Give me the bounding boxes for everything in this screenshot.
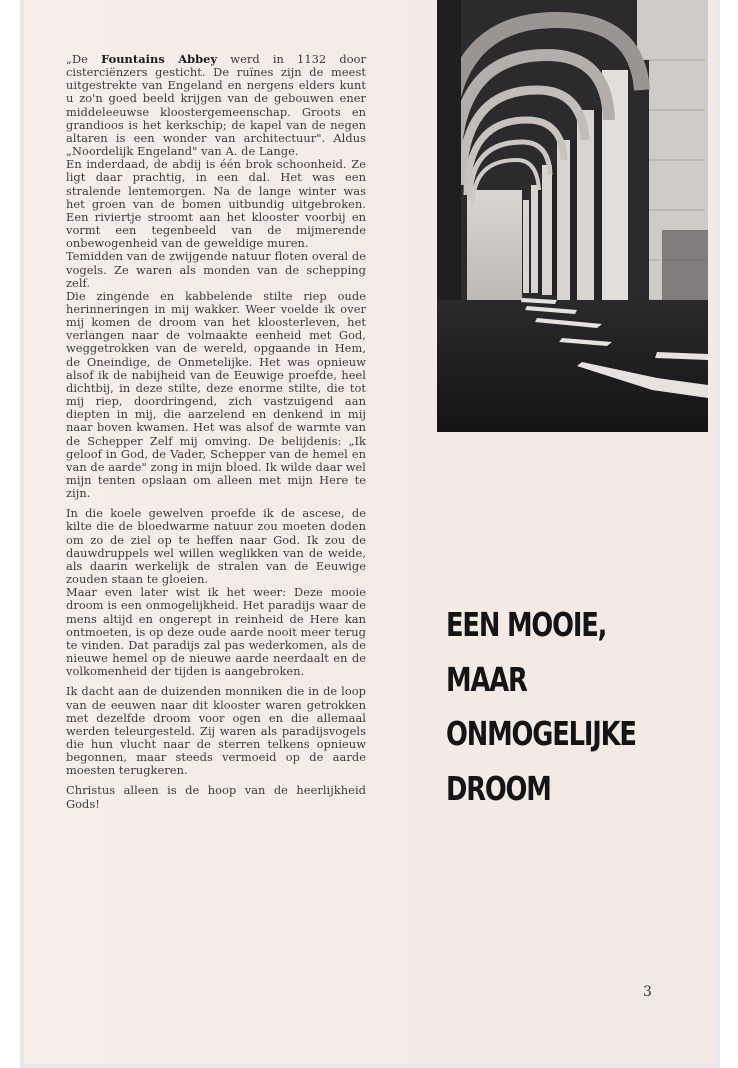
article-body [66,53,366,811]
article-intro [66,53,366,158]
article-paragraph: In die koele gewelven proefde ik de ascese, de kilte die de bloedwarme natuur zou moeten doden om zo de ziel op te heffen naar God. Ik zou de dauwdruppels wel willen weglikken van de weide, als daarin werkelijk de stralen van de Eeuwige zouden staan te gloeien. [66,506,366,587]
cloister-ground [437,300,708,432]
article-paragraph: En inderdaad, de abdij is één brok schoonheid. Ze ligt daar prachtig, in een dal. Het was een stralende lentemorgen. Na de lange winter was het groen van de bomen uitbundig uitgebroken. Een riviertje stroomt aan het klooster voorbij en vormt een tegenbeeld van de mijmerende onbewogenheid van de geweldige muren. [66,157,366,251]
article-paragraph: Ik dacht aan de duizenden monniken die in de loop van de eeuwen naar dit klooster waren getrokken met dezelfde droom voor ogen en die allemaal werden teleurgesteld. Zij waren als paradijsvogels die hun vlucht naar de sterren telkens opnieuw begonnen, maar steeds vermoeid op de aarde moesten terugkeren. [66,684,366,778]
intro-bold-name: Fountains Abbey [101,52,218,66]
intro-quote-open: „De [66,52,102,66]
article-paragraph: Maar even later wist ik het weer: Deze mooie droom is een onmogelijkheid. Het paradijs waar de mens altijd en ongerept in reinheid de Here kan ontmoeten, is op deze oude aarde nooit meer terug te vinden. Dat paradijs zal pas wederkomen, als de nieuwe hemel op de nieuwe aarde neerdaalt en de volkomenheid der tijden is aangebroken. [66,585,366,679]
headline [446,598,649,816]
arcade-illustration [437,0,708,432]
abbey-arcade-photo [437,0,708,432]
headline-line: MAAR [446,659,527,699]
far-opening [467,190,522,300]
article-closing-line: Christus alleen is de hoop van de heerlijkheid Gods! [66,783,366,811]
article-paragraph: Temidden van de zwijgende natuur floten overal de vogels. Ze waren als monden van de schepping zelf. [66,249,366,290]
headline-line: DROOM [446,768,551,808]
headline-line: ONMOGELIJKE [446,714,636,753]
intro-rest: werd in 1132 door cisterciënzers gesticht. De ruïnes zijn de meest uitgestrekte van Engeland en nergens elders kunt u zo'n goed beeld krijgen van de gebouwen ener middeleeuwse kloostergemeenschap. Groots en grandioos is het kerkschip; de kapel van de negen altaren is een wonder van architectuur". Aldus „Noordelijk Engeland" van A. de Lange. [66,52,366,159]
page-number: 3 [643,984,652,1000]
article-paragraph: Die zingende en kabbelende stilte riep oude herinneringen in mij wakker. Weer voelde ik over mij komen de droom van het kloosterleven, het verlangen naar de volmaakte eenheid met God, weggetrokken van de wereld, opgaande in Hem, de Oneindige, de Onmetelijke. Het was opnieuw alsof ik de nabijheid van de Eeuwige proefde, heel dichtbij, in deze stilte, deze enorme stilte, die tot mij riep, doordringend, zich vastzuigend aan diepten in mij, die aarzelend en denkend in mij naar boven kwamen. Het was alsof de warmte van de Schepper Zelf mij omving. De belijdenis: „Ik geloof in God, de Vader, Schepper van de hemel en van de aarde" zong in mijn bloed. Ik wilde daar wel mijn tenten opslaan om alleen met mijn Here te zijn. [66,288,366,501]
headline-line: EEN MOOIE, [446,605,607,644]
